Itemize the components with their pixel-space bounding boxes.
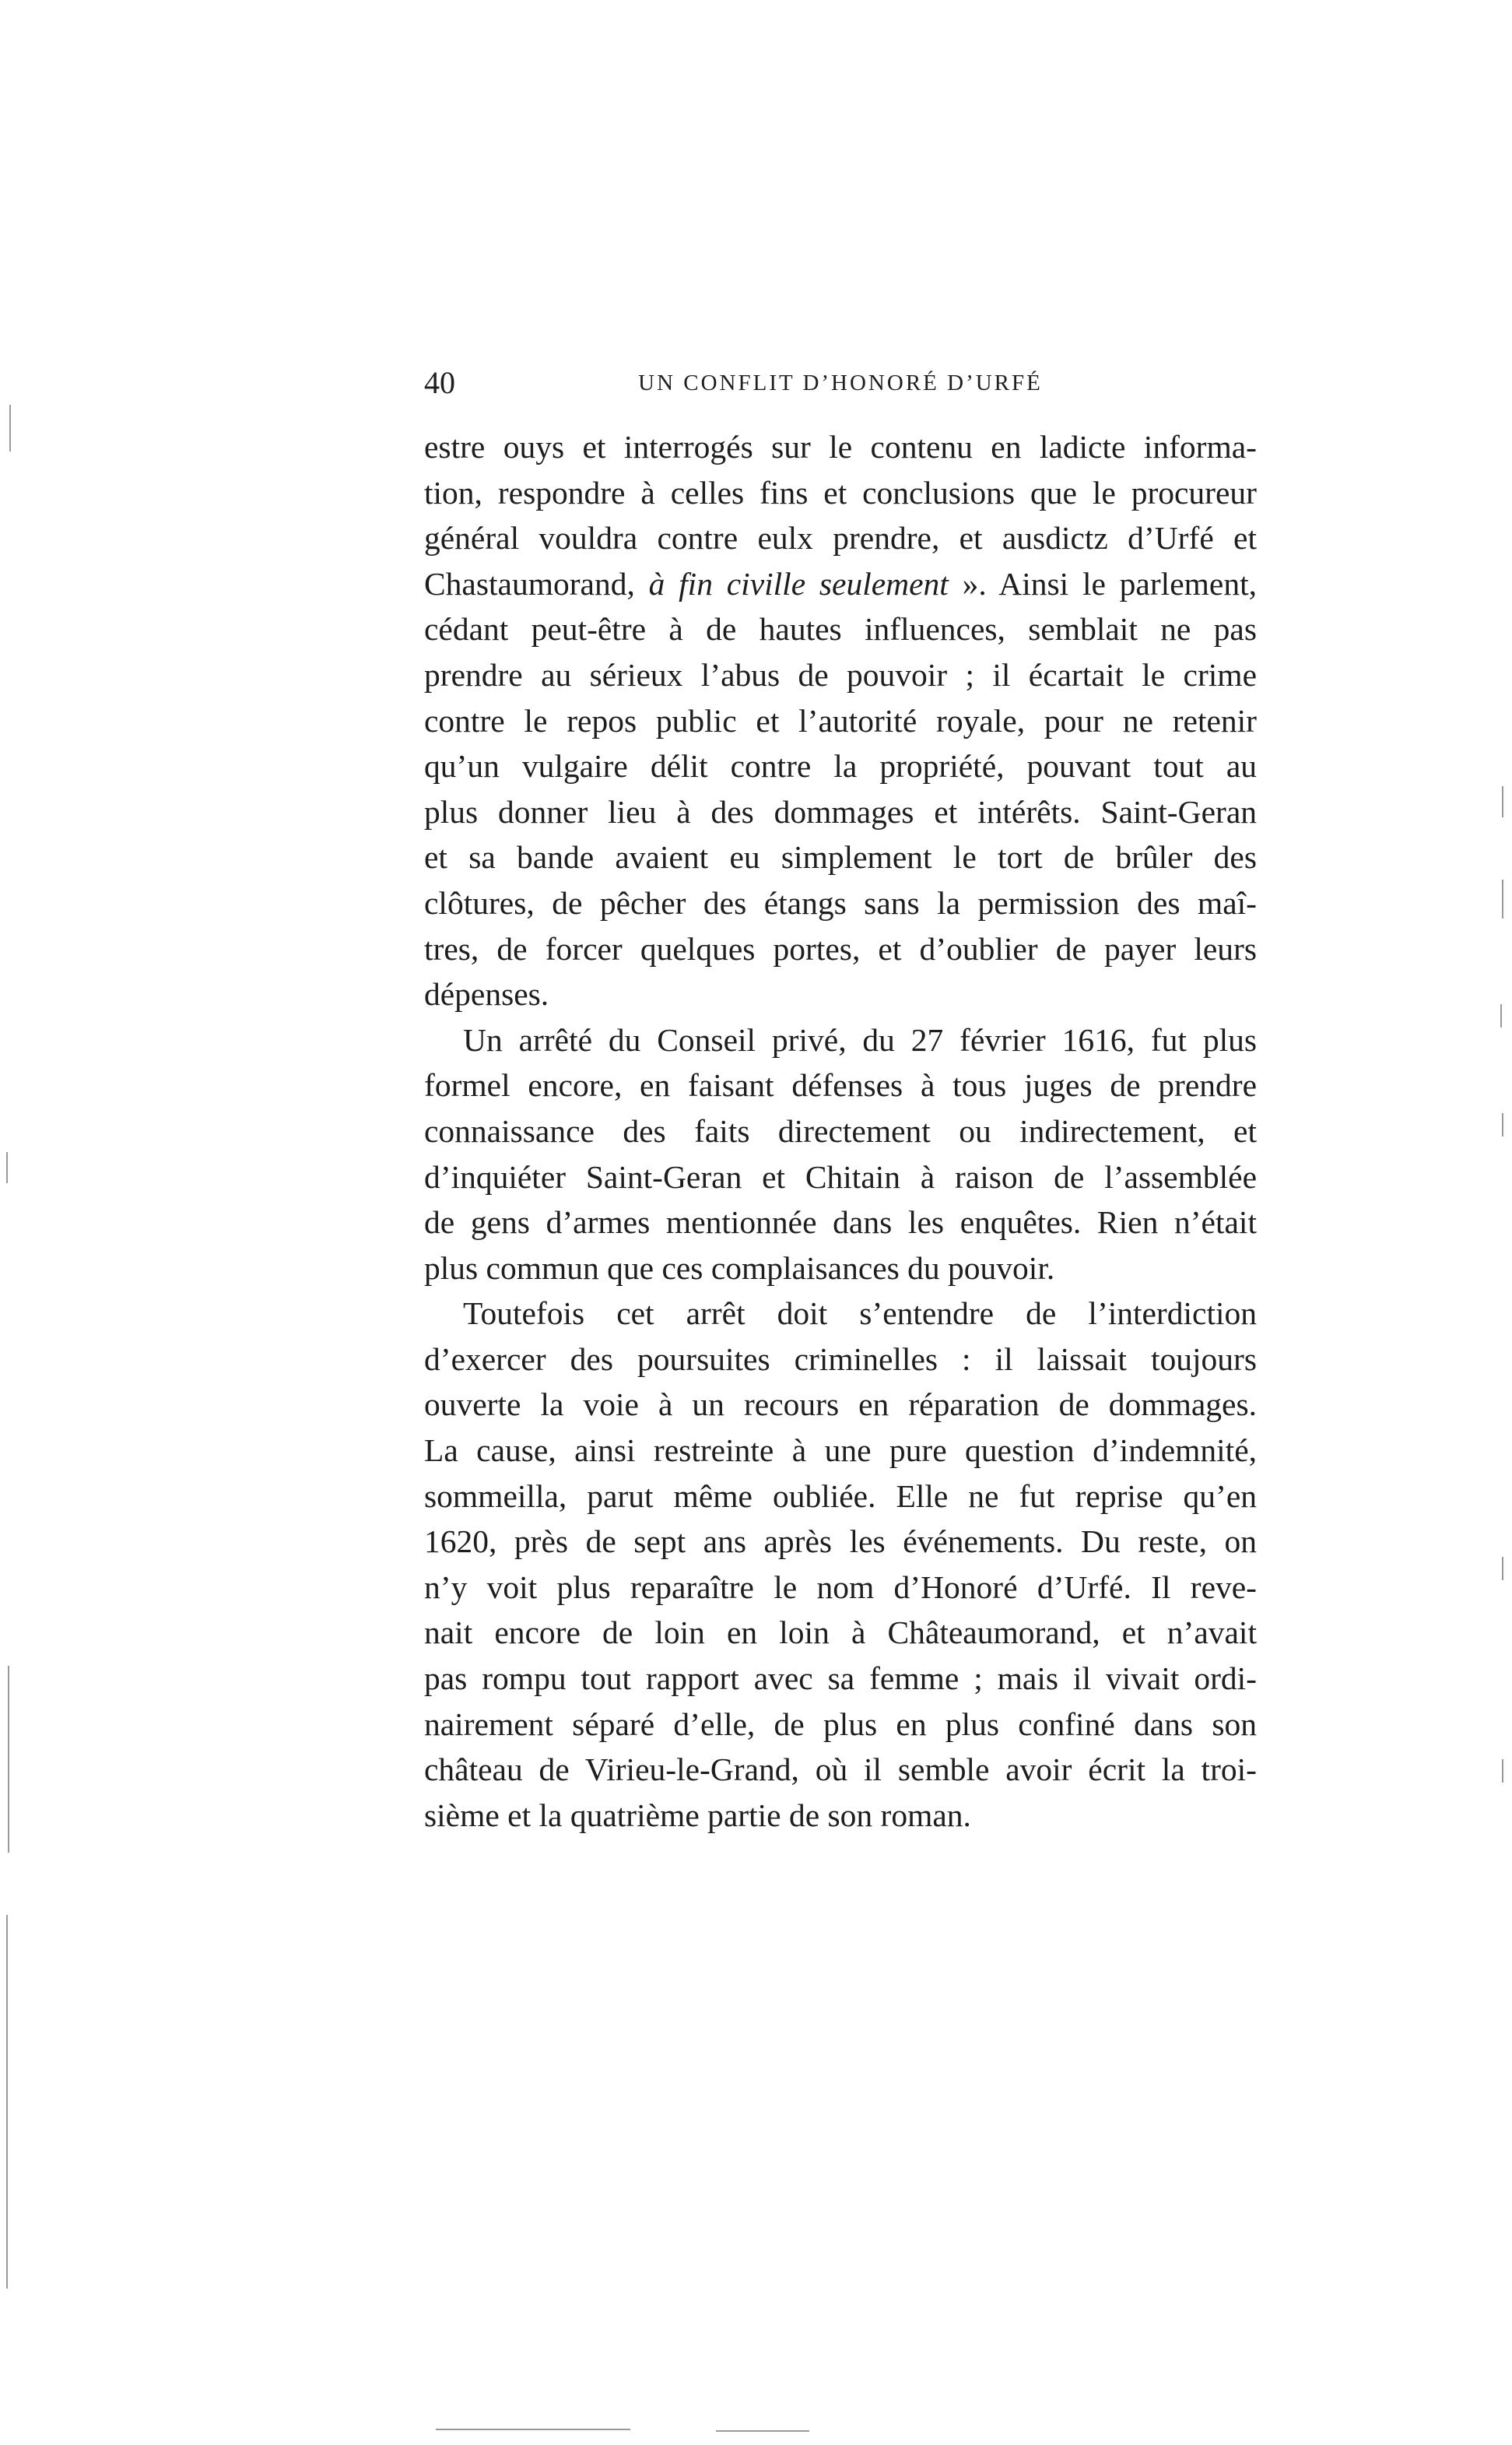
scan-artifact: [1502, 1759, 1503, 1783]
paragraph-2: [424, 1017, 1257, 1291]
text-line: qu’un vulgaire délit contre la propriété, pouvant tout au: [424, 748, 1257, 785]
text-line: nait encore de loin en loin à Châteaumorand, et n’avait: [424, 1614, 1257, 1651]
text-segment: ». Ainsi le parlement,: [948, 565, 1257, 602]
page-number: 40: [424, 365, 455, 400]
scan-artifact: [436, 2429, 630, 2430]
text-line: prendre au sérieux l’abus de pouvoir ; il écartait le crime: [424, 656, 1257, 693]
text-line: ouverte la voie à un recours en réparation de dommages.: [424, 1386, 1257, 1423]
scan-artifact: [1502, 786, 1503, 817]
page-header: [424, 360, 1257, 406]
italic-quote: à fin civille seulement: [648, 565, 949, 602]
scan-artifact: [1502, 1557, 1503, 1580]
text-line: sommeilla, parut même oubliée. Elle ne fut reprise qu’en: [424, 1477, 1257, 1514]
text-segment: Chastaumorand,: [424, 565, 649, 602]
scan-artifact: [1502, 1113, 1503, 1136]
text-line: d’inquiéter Saint-Geran et Chitain à raison de l’assemblée: [424, 1158, 1257, 1195]
scan-artifact: [1500, 1004, 1502, 1028]
text-line: château de Virieu-le-Grand, où il semble avoir écrit la troi-: [424, 1751, 1257, 1788]
text-line: tres, de forcer quelques portes, et d’oublier de payer leurs: [424, 930, 1257, 967]
text-line: tion, respondre à celles fins et conclusions que le procureur: [424, 474, 1257, 511]
text-line: général vouldra contre eulx prendre, et ausdictz d’Urfé et: [424, 520, 1257, 557]
scan-artifact: [716, 2430, 809, 2432]
text-line: La cause, ainsi restreinte à une pure question d’indemnité,: [424, 1432, 1257, 1469]
text-line: 1620, près de sept ans après les événements. Du reste, on: [424, 1523, 1257, 1560]
text-line: cédant peut-être à de hautes influences, semblait ne pas: [424, 611, 1257, 648]
text-line: [424, 561, 1257, 607]
text-line: clôtures, de pêcher des étangs sans la permission des maî-: [424, 884, 1257, 921]
text-line: et sa bande avaient eu simplement le tort de brûler des: [424, 839, 1257, 876]
scan-artifact: [8, 1666, 9, 1853]
text-line: plus commun que ces complaisances du pouvoir.: [424, 1249, 1055, 1286]
text-line: pas rompu tout rapport avec sa femme ; mais il vivait ordi-: [424, 1660, 1257, 1697]
text-line: nairement séparé d’elle, de plus en plus confiné dans son: [424, 1706, 1257, 1742]
text-line: Un arrêté du Conseil privé, du 27 février 1616, fut plus: [463, 1021, 1257, 1058]
text-line: dépenses.: [424, 976, 549, 1013]
paragraph-1: [424, 424, 1257, 1017]
scan-artifact: [6, 1915, 8, 2289]
scan-artifact: [9, 405, 11, 451]
text-line: plus donner lieu à des dommages et intérêts. Saint-Geran: [424, 793, 1257, 830]
paragraph-3: [424, 1291, 1257, 1838]
running-title: UN CONFLIT D’HONORÉ D’URFÉ: [638, 371, 1043, 395]
text-line: de gens d’armes mentionnée dans les enquêtes. Rien n’était: [424, 1204, 1257, 1241]
scan-artifact: [6, 1152, 8, 1183]
body-text: [424, 424, 1257, 1838]
text-line: formel encore, en faisant défenses à tous juges de prendre: [424, 1067, 1257, 1104]
text-line: contre le repos public et l’autorité royale, pour ne retenir: [424, 702, 1257, 739]
text-line: Toutefois cet arrêt doit s’entendre de l’interdiction: [463, 1295, 1257, 1332]
text-line: n’y voit plus reparaître le nom d’Honoré d’Urfé. Il reve-: [424, 1569, 1257, 1605]
text-line: estre ouys et interrogés sur le contenu en ladicte informa-: [424, 429, 1257, 465]
text-line: sième et la quatrième partie de son roman.: [424, 1797, 971, 1833]
text-line: d’exercer des poursuites criminelles : il laissait toujours: [424, 1340, 1257, 1377]
scan-artifact: [1502, 880, 1503, 919]
text-line: connaissance des faits directement ou indirectement, et: [424, 1112, 1257, 1149]
